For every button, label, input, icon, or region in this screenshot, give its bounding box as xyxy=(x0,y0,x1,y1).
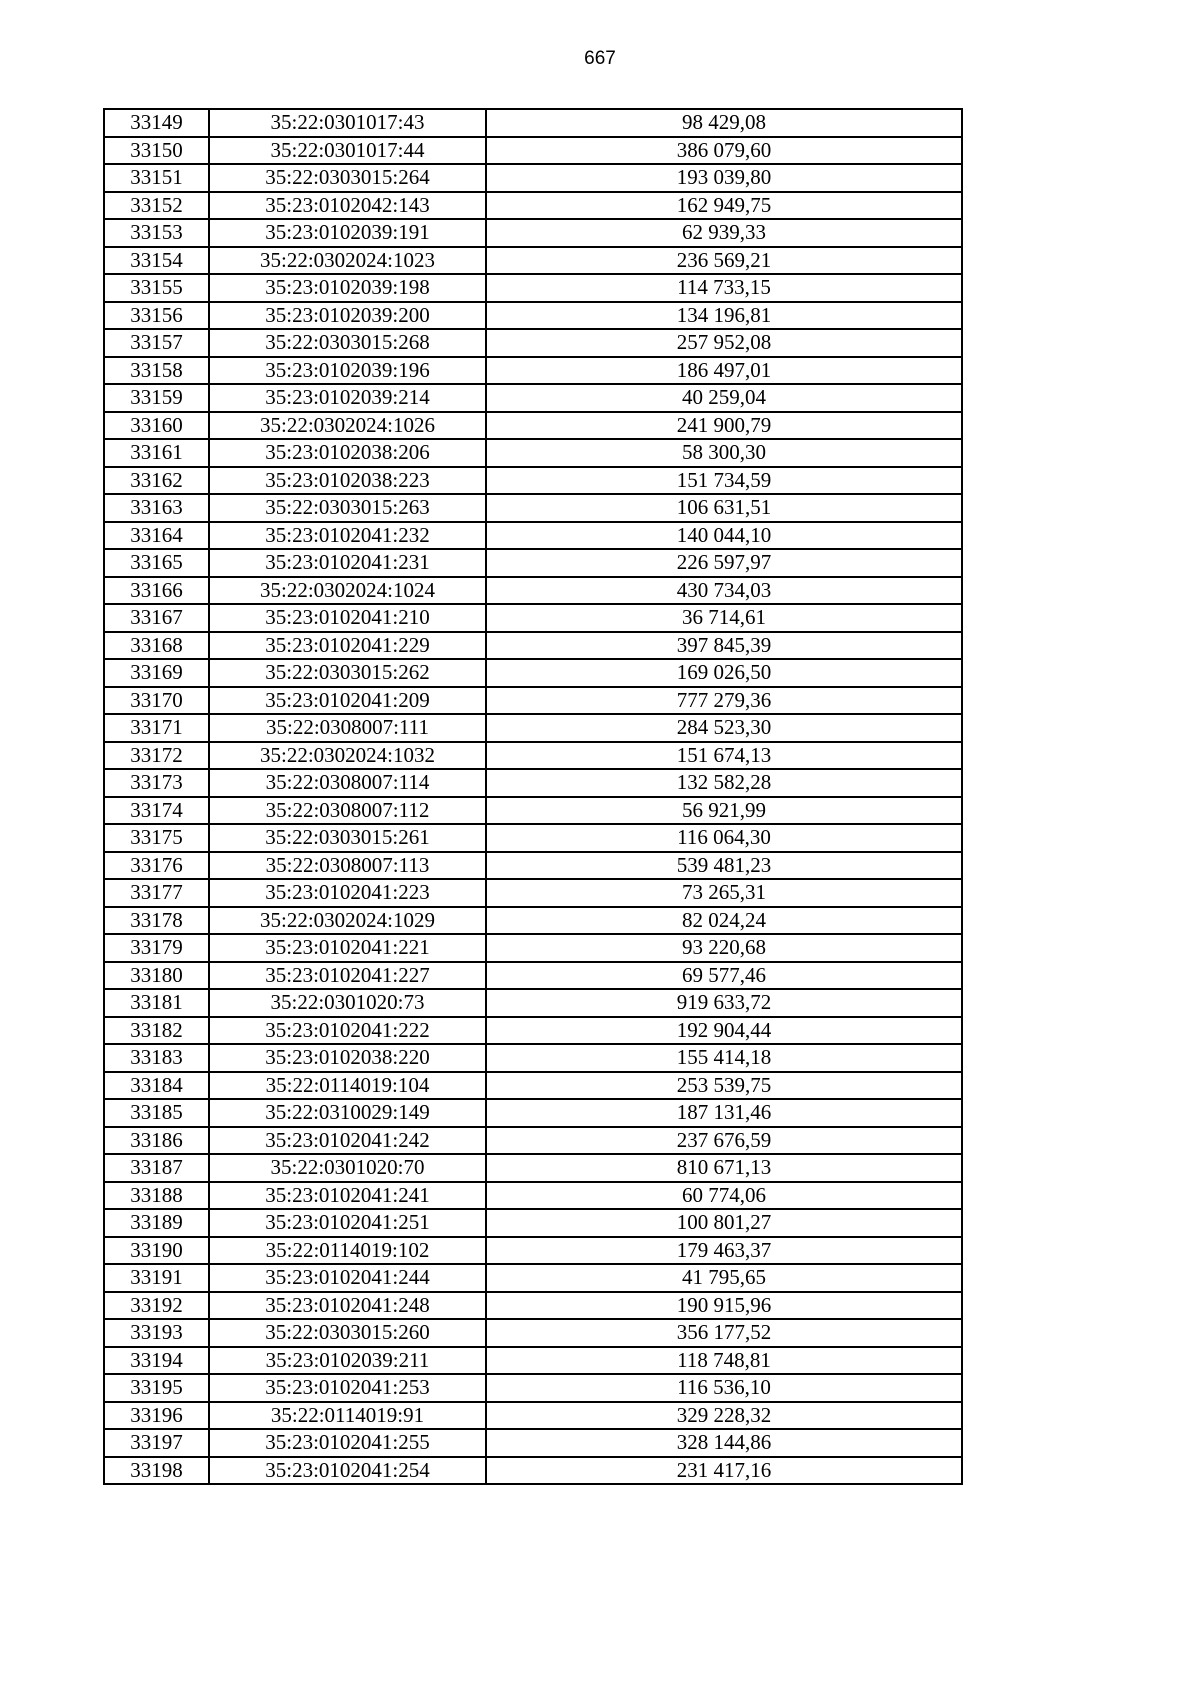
table-row xyxy=(104,1209,962,1237)
row-number-cell: 33155 xyxy=(104,274,209,302)
table-row xyxy=(104,467,962,495)
table-row xyxy=(104,907,962,935)
cadastral-number-cell: 35:22:0303015:264 xyxy=(209,164,486,192)
value-cell: 134 196,81 xyxy=(486,302,962,330)
row-number-cell: 33195 xyxy=(104,1374,209,1402)
table-row xyxy=(104,879,962,907)
cadastral-number-cell: 35:22:0114019:104 xyxy=(209,1072,486,1100)
row-number-cell: 33151 xyxy=(104,164,209,192)
table-row xyxy=(104,934,962,962)
value-cell: 62 939,33 xyxy=(486,219,962,247)
value-cell: 193 039,80 xyxy=(486,164,962,192)
row-number-cell: 33180 xyxy=(104,962,209,990)
row-number-cell: 33156 xyxy=(104,302,209,330)
row-number-cell: 33168 xyxy=(104,632,209,660)
table-row xyxy=(104,1237,962,1265)
value-cell: 329 228,32 xyxy=(486,1402,962,1430)
cadastral-number-cell: 35:23:0102039:200 xyxy=(209,302,486,330)
table-row xyxy=(104,659,962,687)
cadastral-number-cell: 35:22:0303015:263 xyxy=(209,494,486,522)
cadastral-number-cell: 35:23:0102038:220 xyxy=(209,1044,486,1072)
cadastral-number-cell: 35:23:0102042:143 xyxy=(209,192,486,220)
row-number-cell: 33158 xyxy=(104,357,209,385)
value-cell: 114 733,15 xyxy=(486,274,962,302)
row-number-cell: 33159 xyxy=(104,384,209,412)
row-number-cell: 33178 xyxy=(104,907,209,935)
cadastral-number-cell: 35:23:0102041:223 xyxy=(209,879,486,907)
value-cell: 118 748,81 xyxy=(486,1347,962,1375)
cadastral-number-cell: 35:22:0302024:1032 xyxy=(209,742,486,770)
registry-table xyxy=(103,108,963,1485)
row-number-cell: 33196 xyxy=(104,1402,209,1430)
value-cell: 226 597,97 xyxy=(486,549,962,577)
table-row xyxy=(104,1099,962,1127)
table-row xyxy=(104,769,962,797)
cadastral-number-cell: 35:23:0102039:214 xyxy=(209,384,486,412)
row-number-cell: 33184 xyxy=(104,1072,209,1100)
row-number-cell: 33149 xyxy=(104,109,209,137)
value-cell: 236 569,21 xyxy=(486,247,962,275)
cadastral-number-cell: 35:22:0303015:261 xyxy=(209,824,486,852)
page-number: 667 xyxy=(584,48,616,69)
row-number-cell: 33179 xyxy=(104,934,209,962)
cadastral-number-cell: 35:22:0308007:114 xyxy=(209,769,486,797)
row-number-cell: 33161 xyxy=(104,439,209,467)
row-number-cell: 33166 xyxy=(104,577,209,605)
value-cell: 41 795,65 xyxy=(486,1264,962,1292)
table-row xyxy=(104,1182,962,1210)
cadastral-number-cell: 35:22:0303015:260 xyxy=(209,1319,486,1347)
cadastral-number-cell: 35:23:0102041:232 xyxy=(209,522,486,550)
cadastral-number-cell: 35:23:0102041:241 xyxy=(209,1182,486,1210)
value-cell: 284 523,30 xyxy=(486,714,962,742)
cadastral-number-cell: 35:23:0102041:255 xyxy=(209,1429,486,1457)
value-cell: 241 900,79 xyxy=(486,412,962,440)
row-number-cell: 33181 xyxy=(104,989,209,1017)
table-row xyxy=(104,192,962,220)
value-cell: 231 417,16 xyxy=(486,1457,962,1485)
cadastral-number-cell: 35:22:0308007:112 xyxy=(209,797,486,825)
table-row xyxy=(104,219,962,247)
table-row xyxy=(104,989,962,1017)
table-row xyxy=(104,1072,962,1100)
table-row xyxy=(104,1429,962,1457)
value-cell: 253 539,75 xyxy=(486,1072,962,1100)
cadastral-number-cell: 35:23:0102041:242 xyxy=(209,1127,486,1155)
value-cell: 151 674,13 xyxy=(486,742,962,770)
table-row xyxy=(104,549,962,577)
value-cell: 56 921,99 xyxy=(486,797,962,825)
value-cell: 73 265,31 xyxy=(486,879,962,907)
cadastral-number-cell: 35:23:0102041:210 xyxy=(209,604,486,632)
row-number-cell: 33185 xyxy=(104,1099,209,1127)
row-number-cell: 33154 xyxy=(104,247,209,275)
value-cell: 93 220,68 xyxy=(486,934,962,962)
value-cell: 132 582,28 xyxy=(486,769,962,797)
row-number-cell: 33198 xyxy=(104,1457,209,1485)
table-row xyxy=(104,522,962,550)
table-row xyxy=(104,329,962,357)
table-row xyxy=(104,962,962,990)
cadastral-number-cell: 35:23:0102041:251 xyxy=(209,1209,486,1237)
row-number-cell: 33164 xyxy=(104,522,209,550)
table-row xyxy=(104,384,962,412)
value-cell: 151 734,59 xyxy=(486,467,962,495)
row-number-cell: 33152 xyxy=(104,192,209,220)
value-cell: 169 026,50 xyxy=(486,659,962,687)
table-row xyxy=(104,302,962,330)
cadastral-number-cell: 35:23:0102039:196 xyxy=(209,357,486,385)
value-cell: 328 144,86 xyxy=(486,1429,962,1457)
table-row xyxy=(104,632,962,660)
table-row xyxy=(104,1264,962,1292)
value-cell: 36 714,61 xyxy=(486,604,962,632)
row-number-cell: 33186 xyxy=(104,1127,209,1155)
table-row xyxy=(104,137,962,165)
cadastral-number-cell: 35:22:0308007:111 xyxy=(209,714,486,742)
table-row xyxy=(104,274,962,302)
row-number-cell: 33188 xyxy=(104,1182,209,1210)
value-cell: 810 671,13 xyxy=(486,1154,962,1182)
table-row xyxy=(104,357,962,385)
row-number-cell: 33189 xyxy=(104,1209,209,1237)
cadastral-number-cell: 35:22:0301020:70 xyxy=(209,1154,486,1182)
value-cell: 140 044,10 xyxy=(486,522,962,550)
cadastral-number-cell: 35:22:0302024:1023 xyxy=(209,247,486,275)
value-cell: 237 676,59 xyxy=(486,1127,962,1155)
row-number-cell: 33157 xyxy=(104,329,209,357)
row-number-cell: 33192 xyxy=(104,1292,209,1320)
value-cell: 98 429,08 xyxy=(486,109,962,137)
cadastral-number-cell: 35:22:0301017:43 xyxy=(209,109,486,137)
cadastral-number-cell: 35:23:0102041:222 xyxy=(209,1017,486,1045)
table-row xyxy=(104,604,962,632)
cadastral-number-cell: 35:23:0102039:211 xyxy=(209,1347,486,1375)
cadastral-number-cell: 35:23:0102041:227 xyxy=(209,962,486,990)
table-row xyxy=(104,742,962,770)
cadastral-number-cell: 35:23:0102038:206 xyxy=(209,439,486,467)
table-row xyxy=(104,1017,962,1045)
table-row xyxy=(104,1127,962,1155)
cadastral-number-cell: 35:23:0102041:209 xyxy=(209,687,486,715)
cadastral-number-cell: 35:22:0301017:44 xyxy=(209,137,486,165)
cadastral-number-cell: 35:22:0303015:268 xyxy=(209,329,486,357)
row-number-cell: 33165 xyxy=(104,549,209,577)
row-number-cell: 33167 xyxy=(104,604,209,632)
row-number-cell: 33169 xyxy=(104,659,209,687)
value-cell: 162 949,75 xyxy=(486,192,962,220)
table-row xyxy=(104,109,962,137)
row-number-cell: 33176 xyxy=(104,852,209,880)
table-row xyxy=(104,1457,962,1485)
value-cell: 40 259,04 xyxy=(486,384,962,412)
table-row xyxy=(104,1347,962,1375)
row-number-cell: 33175 xyxy=(104,824,209,852)
table-row xyxy=(104,1292,962,1320)
table-row xyxy=(104,797,962,825)
table-row xyxy=(104,164,962,192)
cadastral-number-cell: 35:22:0310029:149 xyxy=(209,1099,486,1127)
cadastral-number-cell: 35:22:0308007:113 xyxy=(209,852,486,880)
value-cell: 69 577,46 xyxy=(486,962,962,990)
value-cell: 60 774,06 xyxy=(486,1182,962,1210)
value-cell: 257 952,08 xyxy=(486,329,962,357)
table-row xyxy=(104,439,962,467)
table-row xyxy=(104,824,962,852)
row-number-cell: 33191 xyxy=(104,1264,209,1292)
row-number-cell: 33173 xyxy=(104,769,209,797)
row-number-cell: 33193 xyxy=(104,1319,209,1347)
row-number-cell: 33171 xyxy=(104,714,209,742)
table-row xyxy=(104,1319,962,1347)
cadastral-number-cell: 35:23:0102041:221 xyxy=(209,934,486,962)
value-cell: 397 845,39 xyxy=(486,632,962,660)
cadastral-number-cell: 35:22:0301020:73 xyxy=(209,989,486,1017)
value-cell: 58 300,30 xyxy=(486,439,962,467)
value-cell: 386 079,60 xyxy=(486,137,962,165)
row-number-cell: 33162 xyxy=(104,467,209,495)
cadastral-number-cell: 35:23:0102041:253 xyxy=(209,1374,486,1402)
cadastral-number-cell: 35:23:0102041:229 xyxy=(209,632,486,660)
value-cell: 116 536,10 xyxy=(486,1374,962,1402)
row-number-cell: 33172 xyxy=(104,742,209,770)
value-cell: 155 414,18 xyxy=(486,1044,962,1072)
row-number-cell: 33174 xyxy=(104,797,209,825)
table-row xyxy=(104,494,962,522)
cadastral-number-cell: 35:23:0102041:248 xyxy=(209,1292,486,1320)
value-cell: 192 904,44 xyxy=(486,1017,962,1045)
table-row xyxy=(104,1154,962,1182)
row-number-cell: 33170 xyxy=(104,687,209,715)
row-number-cell: 33182 xyxy=(104,1017,209,1045)
table-row xyxy=(104,687,962,715)
table-row xyxy=(104,577,962,605)
table-row xyxy=(104,1044,962,1072)
table-row xyxy=(104,247,962,275)
value-cell: 919 633,72 xyxy=(486,989,962,1017)
value-cell: 82 024,24 xyxy=(486,907,962,935)
value-cell: 777 279,36 xyxy=(486,687,962,715)
table-row xyxy=(104,714,962,742)
table-row xyxy=(104,412,962,440)
value-cell: 106 631,51 xyxy=(486,494,962,522)
table-row xyxy=(104,852,962,880)
value-cell: 190 915,96 xyxy=(486,1292,962,1320)
value-cell: 430 734,03 xyxy=(486,577,962,605)
table-row xyxy=(104,1374,962,1402)
table-row xyxy=(104,1402,962,1430)
cadastral-number-cell: 35:23:0102039:191 xyxy=(209,219,486,247)
cadastral-number-cell: 35:22:0114019:91 xyxy=(209,1402,486,1430)
row-number-cell: 33194 xyxy=(104,1347,209,1375)
cadastral-number-cell: 35:22:0303015:262 xyxy=(209,659,486,687)
row-number-cell: 33190 xyxy=(104,1237,209,1265)
value-cell: 186 497,01 xyxy=(486,357,962,385)
row-number-cell: 33183 xyxy=(104,1044,209,1072)
value-cell: 100 801,27 xyxy=(486,1209,962,1237)
cadastral-number-cell: 35:22:0302024:1024 xyxy=(209,577,486,605)
cadastral-number-cell: 35:23:0102041:244 xyxy=(209,1264,486,1292)
row-number-cell: 33187 xyxy=(104,1154,209,1182)
cadastral-number-cell: 35:23:0102039:198 xyxy=(209,274,486,302)
value-cell: 539 481,23 xyxy=(486,852,962,880)
cadastral-number-cell: 35:22:0114019:102 xyxy=(209,1237,486,1265)
cadastral-number-cell: 35:23:0102038:223 xyxy=(209,467,486,495)
cadastral-number-cell: 35:22:0302024:1026 xyxy=(209,412,486,440)
cadastral-number-cell: 35:22:0302024:1029 xyxy=(209,907,486,935)
row-number-cell: 33177 xyxy=(104,879,209,907)
cadastral-number-cell: 35:23:0102041:231 xyxy=(209,549,486,577)
row-number-cell: 33153 xyxy=(104,219,209,247)
registry-table-body xyxy=(104,109,962,1484)
row-number-cell: 33160 xyxy=(104,412,209,440)
value-cell: 356 177,52 xyxy=(486,1319,962,1347)
row-number-cell: 33150 xyxy=(104,137,209,165)
value-cell: 179 463,37 xyxy=(486,1237,962,1265)
value-cell: 187 131,46 xyxy=(486,1099,962,1127)
cadastral-number-cell: 35:23:0102041:254 xyxy=(209,1457,486,1485)
row-number-cell: 33163 xyxy=(104,494,209,522)
value-cell: 116 064,30 xyxy=(486,824,962,852)
row-number-cell: 33197 xyxy=(104,1429,209,1457)
